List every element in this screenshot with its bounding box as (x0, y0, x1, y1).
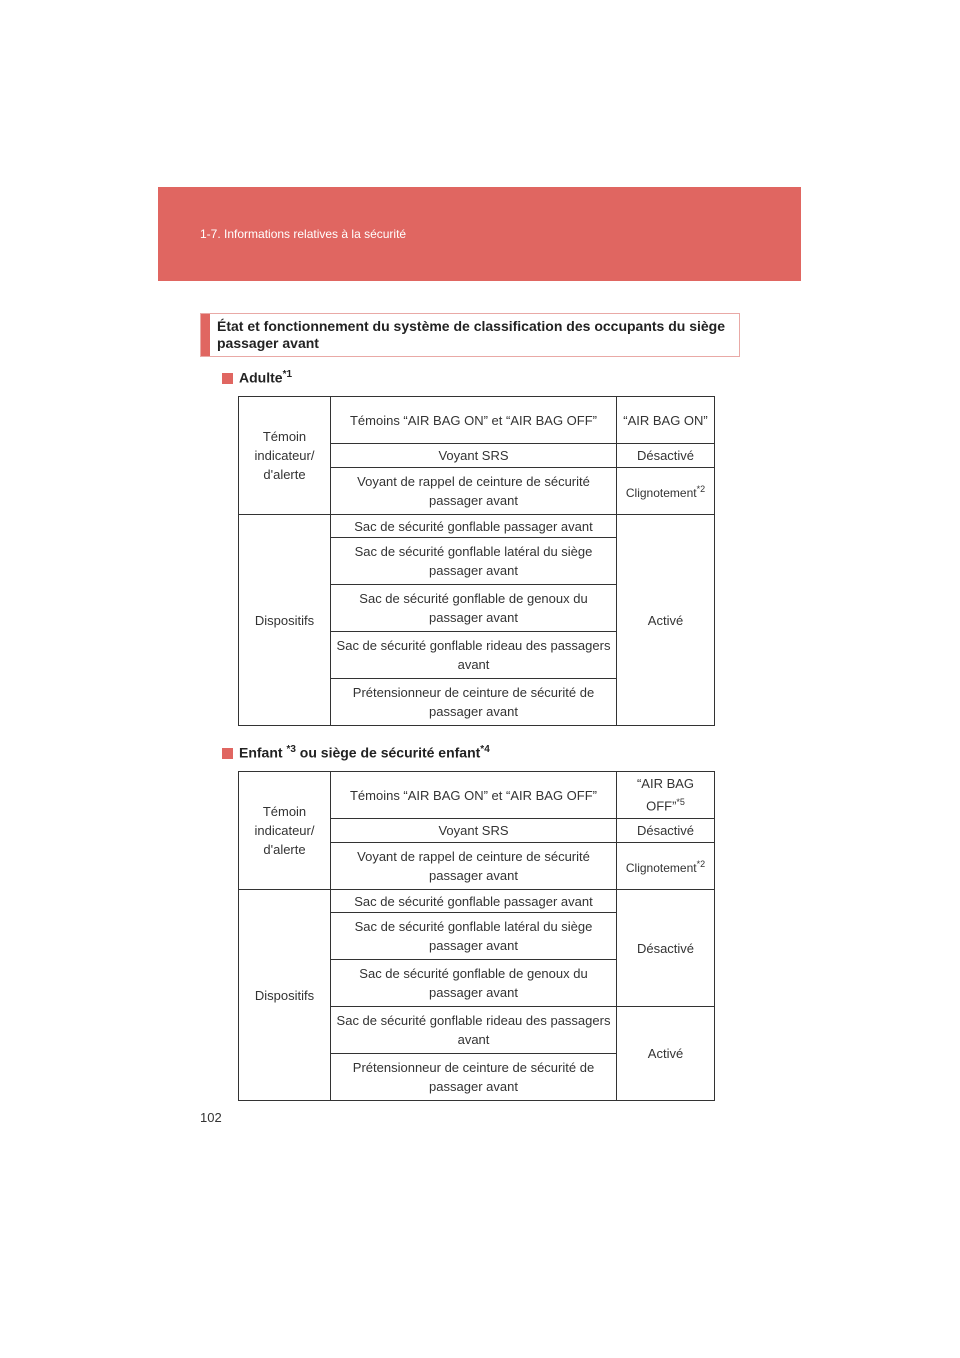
row-label: Témoins “AIR BAG ON” et “AIR BAG OFF” (331, 772, 617, 819)
table-row (239, 515, 715, 538)
device-item: Sac de sécurité gonflable latéral du siège passager avant (331, 538, 617, 585)
row-value: Clignotement$^{*2}$ (617, 468, 715, 515)
row-value: Désactivé (617, 819, 715, 843)
devices-label: Dispositifs (239, 890, 331, 1101)
adult-heading: Adulte$^{*1}$ (222, 369, 292, 386)
device-item: Prétensionneur de ceinture de sécurité de passager avant (331, 679, 617, 726)
row-value: Clignotement$^{*2}$ (617, 843, 715, 890)
device-item: Sac de sécurité gonflable de genoux du passager avant (331, 960, 617, 1007)
row-label: Voyant de rappel de ceinture de sécurité passager avant (331, 843, 617, 890)
devices-value-a: Désactivé (617, 890, 715, 1007)
device-item: Sac de sécurité gonflable passager avant (331, 515, 617, 538)
devices-label: Dispositifs (239, 515, 331, 726)
child-heading: Enfant $^{*3}$ ou siège de sécurité enfant$^{*4}$ (222, 744, 490, 761)
device-item: Sac de sécurité gonflable latéral du siège passager avant (331, 913, 617, 960)
row-value: Désactivé (617, 444, 715, 468)
device-item: Prétensionneur de ceinture de sécurité de passager avant (331, 1054, 617, 1101)
row-label: Voyant SRS (331, 444, 617, 468)
row-label: Voyant SRS (331, 819, 617, 843)
device-item: Sac de sécurité gonflable de genoux du passager avant (331, 585, 617, 632)
chapter-header (158, 187, 801, 281)
indicator-label: Témoin indicateur/ d'alerte (239, 397, 331, 515)
section-title: 1-7. Informations relatives à la sécurité (200, 227, 407, 241)
page-title: État et fonctionnement du système de classification des occupants du siège passager avant (217, 318, 726, 351)
square-bullet-icon (222, 748, 233, 759)
page-number: 102 (200, 1110, 222, 1125)
device-item: Sac de sécurité gonflable passager avant (331, 890, 617, 913)
device-item: Sac de sécurité gonflable rideau des passagers avant (331, 1007, 617, 1054)
table-row (239, 772, 715, 819)
row-label: Témoins “AIR BAG ON” et “AIR BAG OFF” (331, 397, 617, 444)
table-row (239, 890, 715, 913)
table-row (239, 397, 715, 444)
adult-table (238, 396, 715, 726)
square-bullet-icon (222, 373, 233, 384)
row-value: “AIR BAG OFF”$^{*5}$ (617, 772, 715, 819)
device-item: Sac de sécurité gonflable rideau des passagers avant (331, 632, 617, 679)
section-title-box (200, 313, 740, 357)
devices-value: Activé (617, 515, 715, 726)
title-accent-bar (201, 314, 210, 356)
row-value: “AIR BAG ON” (617, 397, 715, 444)
row-label: Voyant de rappel de ceinture de sécurité passager avant (331, 468, 617, 515)
child-table (238, 771, 715, 1101)
devices-value-b: Activé (617, 1007, 715, 1101)
indicator-label: Témoin indicateur/ d'alerte (239, 772, 331, 890)
